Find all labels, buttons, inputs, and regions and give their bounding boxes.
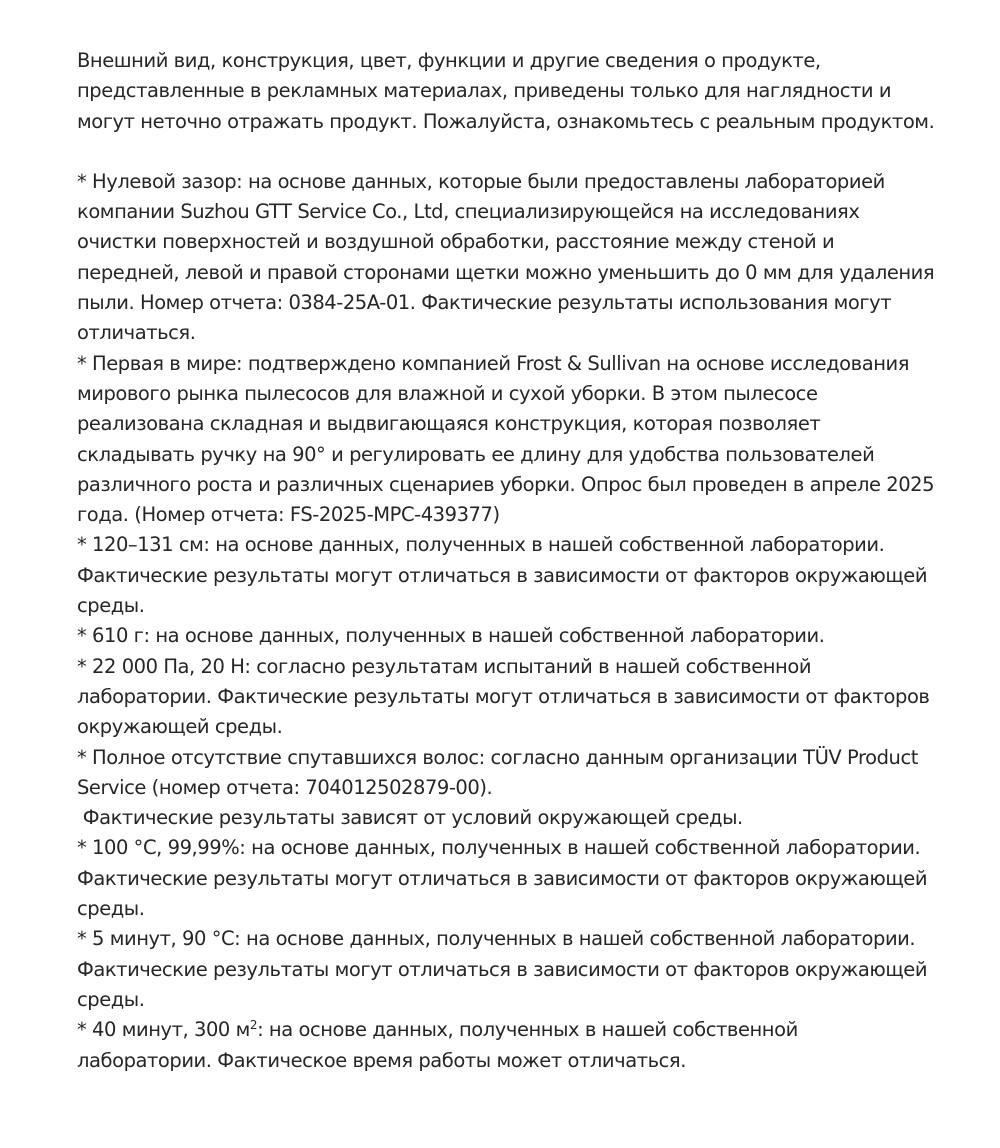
footnote-hair-tangle-continued: Фактические результаты зависят от условий окружающей среды. <box>77 806 743 830</box>
footnote-sterilization: * 100 °C, 99,99%: на основе данных, полученных в нашей собственной лаборатории. Фактические результаты могут отличаться в зависимости от факторов окружающей среды. <box>77 836 928 921</box>
disclaimer-text <box>77 46 937 1076</box>
footnote-suction: * 22 000 Па, 20 Н: согласно результатам испытаний в нашей собственной лаборатории. Фактические результаты могут отличаться в зависимости от факторов окружающей среды. <box>77 654 930 739</box>
footnote-hair-tangle: * Полное отсутствие спутавшихся волос: согласно данным организации TÜV Product Service (номер отчета: 704012502879-00). <box>77 745 918 799</box>
footnote-zero-gap: * Нулевой зазор: на основе данных, которые были предоставлены лабораторией компании Suzhou GTT Service Co., Ltd, специализирующейся на исследованиях очистки поверхностей и воздушной обработки, расстояние между стеной и передней, левой и правой сторонами щетки можно уменьшить до 0 мм для удаления пыли. Номер отчета: 0384-25A-01. Фактические результаты использования могут отличаться. <box>77 169 935 345</box>
footnote-length: * 120–131 см: на основе данных, полученных в нашей собственной лаборатории. Фактические результаты могут отличаться в зависимости от факторов окружающей среды. <box>77 533 928 618</box>
footnote-drying: * 5 минут, 90 °C: на основе данных, полученных в нашей собственной лаборатории. Фактические результаты могут отличаться в зависимости от факторов окружающей среды. <box>77 927 933 1011</box>
footnote-runtime <box>77 1015 937 1076</box>
footnote-runtime-suffix: : на основе данных, полученных в нашей собственной лаборатории. Фактическое время работы может отличаться. <box>77 1018 798 1072</box>
footnote-runtime-superscript: 2 <box>249 1018 258 1033</box>
footnote-runtime-prefix: * 40 минут, 300 м <box>77 1018 250 1042</box>
footnote-weight: * 610 г: на основе данных, полученных в нашей собственной лаборатории. <box>77 624 825 648</box>
footnote-world-first: * Первая в мире: подтверждено компанией Frost & Sullivan на основе исследования мирового рынка пылесосов для влажной и сухой уборки. В этом пылесосе реализована складная и выдвигающаяся конструкция, которая позволяет складывать ручку на 90° и регулировать ее длину для удобства пользователей различного роста и различных сценариев уборки. Опрос был проведен в апреле 2025 года. (Номер отчета: FS-2025-MPC-439377) <box>77 351 935 527</box>
intro-paragraph: Внешний вид, конструкция, цвет, функции и другие сведения о продукте, представленные в рекламных материалах, приведены только для наглядности и могут неточно отражать продукт. Пожалуйста, ознакомьтесь с реальным продуктом. <box>77 49 935 133</box>
